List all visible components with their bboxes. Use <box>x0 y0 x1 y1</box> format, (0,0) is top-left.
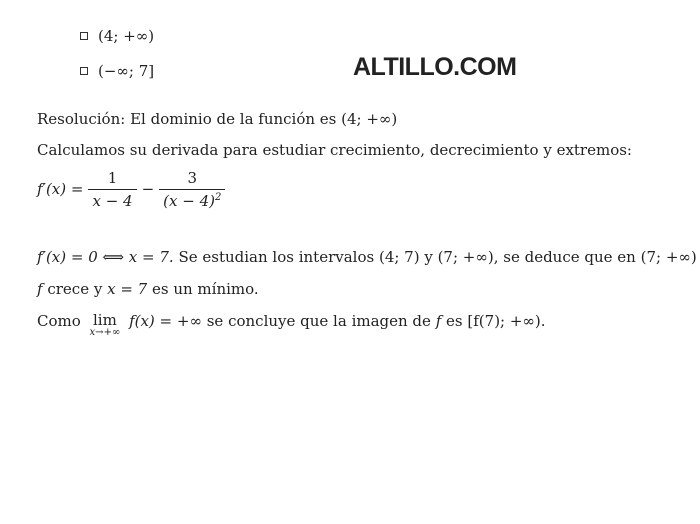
crece-x-value: x = 7 <box>107 280 148 298</box>
formula-lhs: f′(x) = <box>37 180 84 198</box>
limit-text-2: es [f(7); +∞). <box>446 312 546 330</box>
lim-text: lim <box>93 311 117 329</box>
fraction-2-exponent: 2 <box>214 191 222 203</box>
resolution-line <box>37 110 397 128</box>
formula-minus: − <box>141 180 155 198</box>
option-1[interactable] <box>80 27 154 45</box>
resolution-text: El dominio de la función es (4; +∞) <box>130 110 398 128</box>
derivative-zero-line <box>37 248 697 266</box>
fraction-2 <box>159 169 225 210</box>
limit-expression: f(x) = +∞ <box>129 312 202 330</box>
fraction-2-base: (x − 4) <box>163 191 215 210</box>
option-1-label: (4; +∞) <box>98 27 155 45</box>
limit-line <box>37 312 546 338</box>
crece-line <box>37 280 259 298</box>
altillo-logo: ALTILLO.COM <box>353 53 517 81</box>
resolution-label: Resolución: <box>37 110 126 128</box>
crece-text-1: crece y <box>47 280 103 298</box>
limit-operator <box>90 312 121 338</box>
derivative-intro: Calculamos su derivada para estudiar crecimiento, decrecimiento y extremos: <box>37 141 632 159</box>
derivative-formula <box>37 168 230 210</box>
derivative-zero-math: f′(x) = 0 ⟺ x = 7. <box>37 248 174 266</box>
limit-f: f <box>435 312 442 330</box>
fraction-2-numerator: 3 <box>187 168 198 187</box>
limit-text-1: se concluye que la imagen de <box>206 312 431 330</box>
checkbox-icon[interactable] <box>80 32 88 40</box>
fraction-1 <box>88 169 136 210</box>
checkbox-icon[interactable] <box>80 67 88 75</box>
fraction-1-numerator: 1 <box>107 168 118 187</box>
como-word: Como <box>37 312 81 330</box>
derivative-zero-text: Se estudian los intervalos (4; 7) y (7; +∞), se deduce que en (7; +∞) <box>178 248 697 266</box>
option-2[interactable] <box>80 62 154 80</box>
crece-text-2: es un mínimo. <box>151 280 259 298</box>
fraction-1-denominator: x − 4 <box>88 189 136 210</box>
lim-subscript: x→+∞ <box>89 327 121 338</box>
fraction-2-denominator <box>159 189 225 210</box>
crece-f: f <box>37 280 43 298</box>
option-2-label: (−∞; 7] <box>98 62 155 80</box>
